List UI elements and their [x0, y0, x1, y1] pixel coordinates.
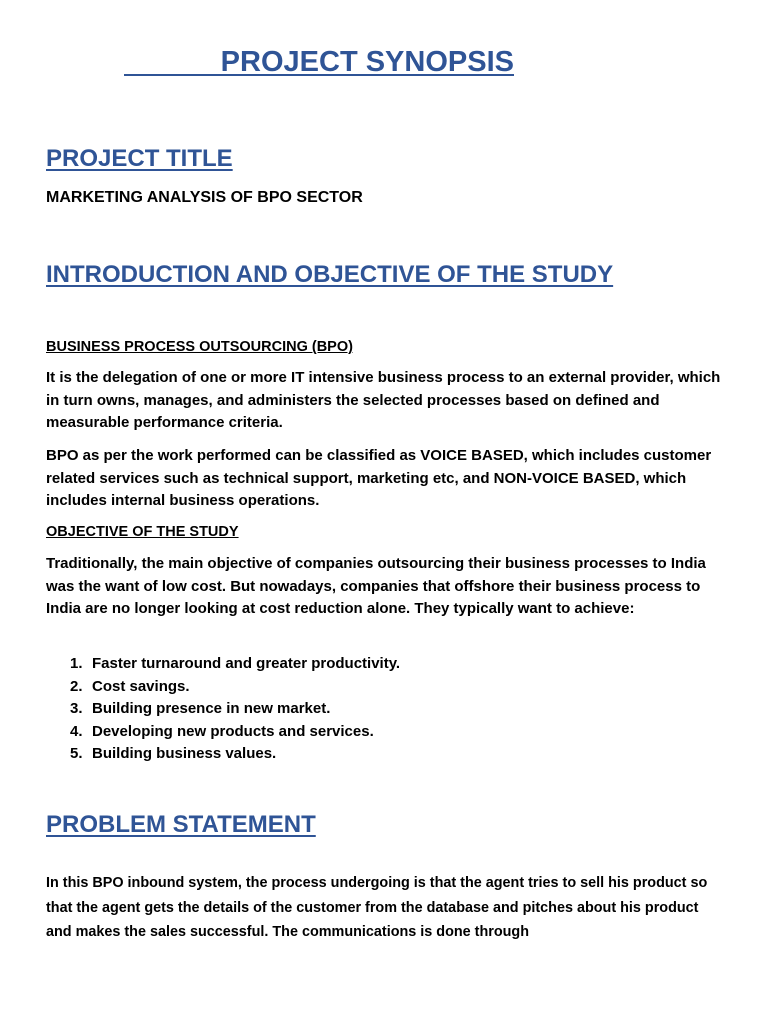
page-title: PROJECT SYNOPSIS	[124, 46, 514, 78]
bpo-paragraph-1: It is the delegation of one or more IT intensive business process to an external provider, which in turn owns, manages, and administers the selected processes based on defined and measurable performance criteria.	[46, 369, 721, 431]
bpo-subheading: BUSINESS PROCESS OUTSOURCING (BPO)	[46, 339, 353, 355]
objective-paragraph: Traditionally, the main objective of companies outsourcing their business processes to India was the want of low cost. But nowadays, companies that offshore their business process to India are no longer looking at cost reduction alone. They typically want to achieve:	[46, 555, 706, 617]
objectives-list	[70, 653, 400, 766]
list-item: 3. Building presence in new market.	[70, 700, 331, 718]
problem-statement-paragraph: In this BPO inbound system, the process undergoing is that the agent tries to sell his product so that the agent gets the details of the customer from the database and pitches about his product and makes the sales successful. The communications is done through	[46, 875, 708, 940]
bpo-paragraph-2: BPO as per the work performed can be classified as VOICE BASED, which includes customer related services such as technical support, marketing etc, and NON-VOICE BASED, which includes internal business operations.	[46, 447, 712, 509]
list-item: 1. Faster turnaround and greater productivity.	[70, 655, 401, 672]
list-item: 5. Building business values.	[70, 745, 277, 763]
list-item: 2. Cost savings.	[70, 677, 190, 695]
project-title-heading: PROJECT TITLE	[46, 145, 233, 172]
project-title-text: MARKETING ANALYSIS OF BPO SECTOR	[46, 189, 363, 206]
problem-statement-heading: PROBLEM STATEMENT	[46, 811, 316, 838]
objective-subheading: OBJECTIVE OF THE STUDY	[46, 524, 239, 540]
list-item: 4. Developing new products and services.	[70, 722, 374, 740]
introduction-heading: INTRODUCTION AND OBJECTIVE OF THE STUDY	[46, 261, 614, 288]
